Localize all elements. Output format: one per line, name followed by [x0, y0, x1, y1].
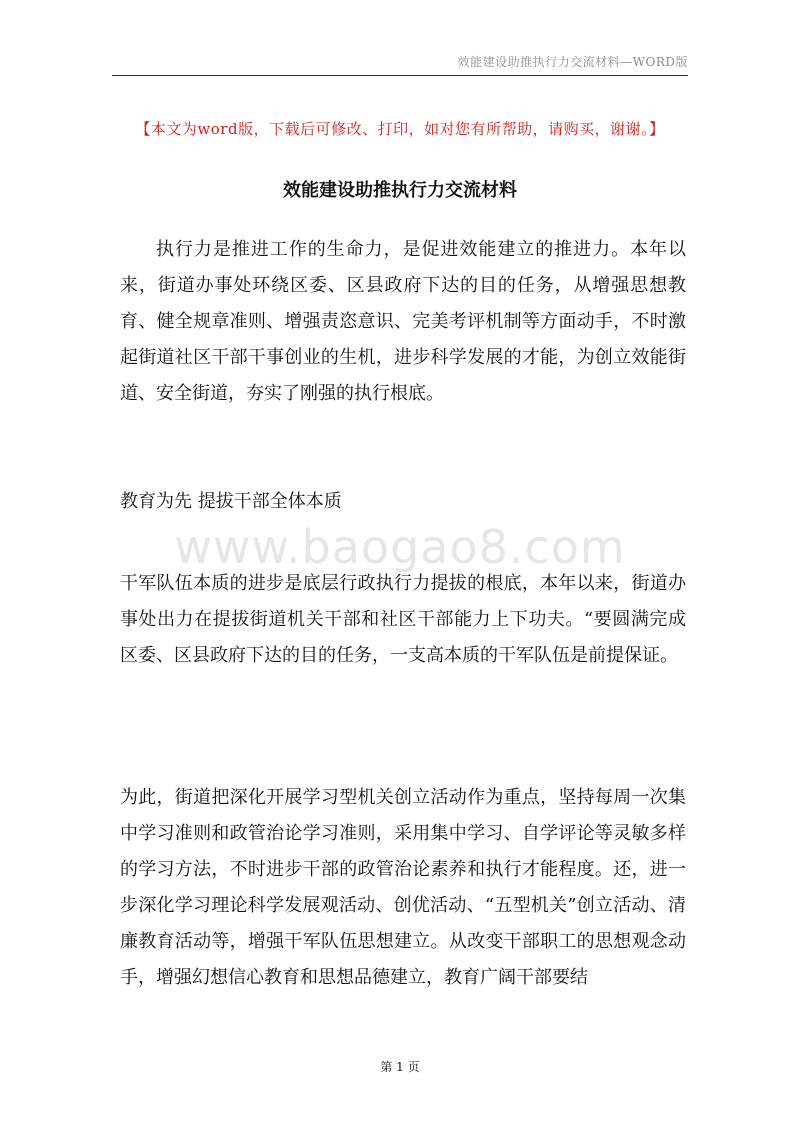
paragraph-learning-activities: 为此，街道把深化开展学习型机关创立活动作为重点，坚持每周一次集中学习准则和政管治论学习准则，采用集中学习、自学评论等灵敏多样的学习方法，不时进步干部的政管治论素养和执行才能程度。还，进一步深化学习理论科学发展观活动、创优活动、“五型机关”创立活动、清廉教育活动等，增强干军队伍思想建立。从改变干部职工的思想观念动手，增强幻想信心教育和思想品德建立，教育广阔干部要结: [120, 787, 686, 988]
header-divider: [112, 75, 688, 76]
section-heading: 教育为先 提拔干部全体本质: [120, 491, 342, 512]
watermark-text: www.baogao8.com: [174, 520, 626, 574]
page-number: 第 1 页: [380, 1060, 420, 1074]
document-title: 效能建设助推执行力交流材料: [283, 180, 517, 201]
paragraph-cadre-quality: 干军队伍本质的进步是底层行政执行力提拔的根底，本年以来，街道办事处出力在提拔街道机关干部和社区干部能力上下功夫。“要圆满完成区委、区县政府下达的目的任务，一支高本质的干军队伍是前提保证。: [120, 573, 686, 666]
paragraph-intro: 执行力是推进工作的生命力，是促进效能建立的推进力。本年以来，街道办事处环绕区委、区县政府下达的目的任务，从增强思想教育、健全规章准则、增强责恣意识、完美考评机制等方面动手，不时激起街道社区干部干事创业的生机，进步科学发展的才能，为创立效能街道、安全街道，夯实了刚强的执行根底。: [120, 239, 686, 404]
header-title: 效能建设助推执行力交流材料—WORD版: [457, 55, 688, 69]
purchase-notice: 【本文为word版，下载后可修改、打印，如对您有所帮助，请购买，谢谢。】: [135, 120, 665, 138]
